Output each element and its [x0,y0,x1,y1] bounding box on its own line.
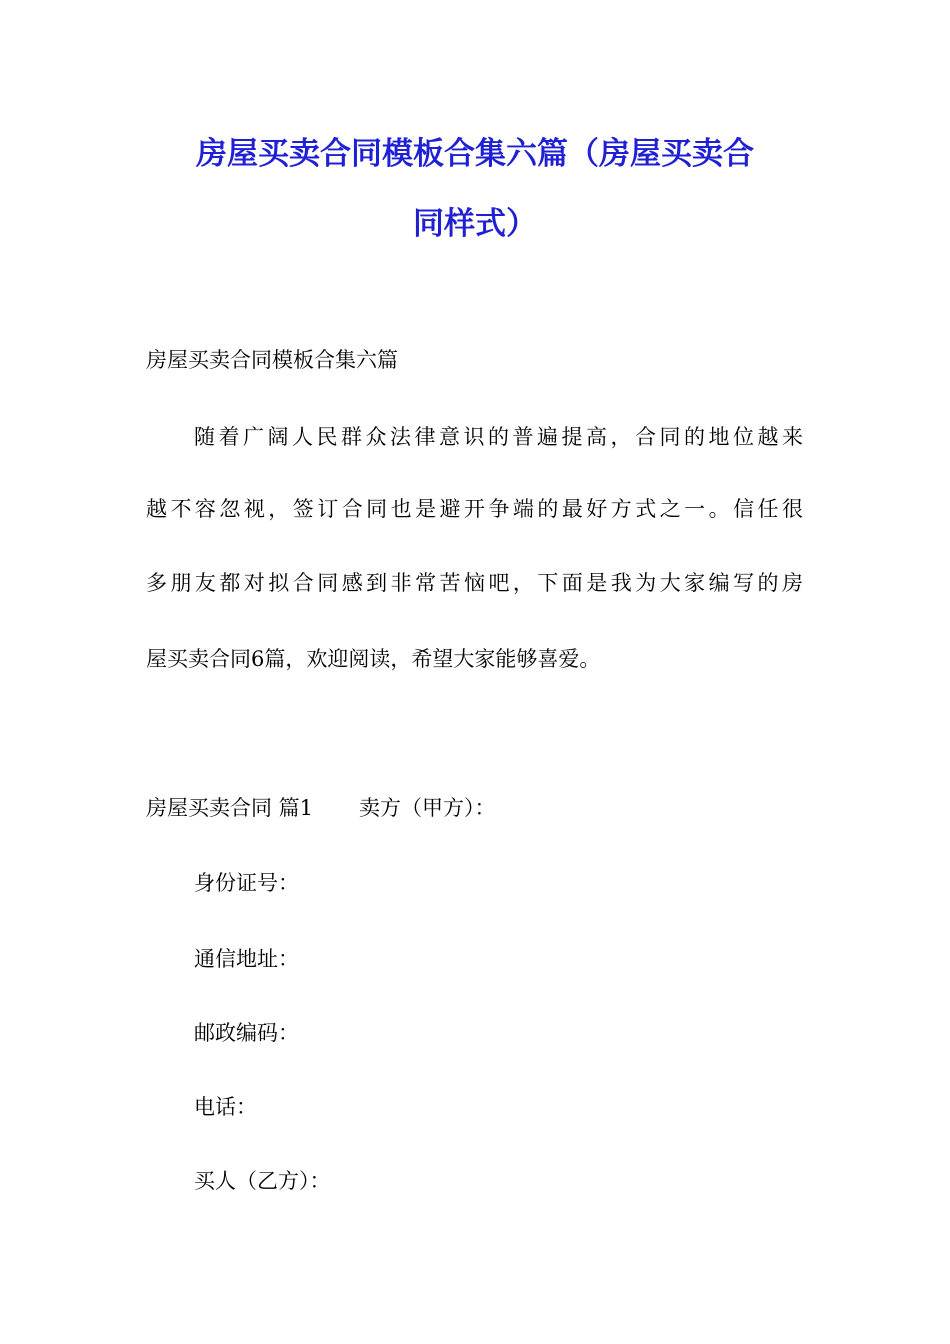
intro-line-3: 多朋友都对拟合同感到非常苦恼吧，下面是我为大家编写的房 [146,571,803,595]
field-postcode: 邮政编码： [194,1021,299,1045]
intro-line-1: 随着广阔人民群众法律意识的普遍提高，合同的地位越来 [194,425,803,449]
section-heading: 房屋买卖合同 篇1 [146,796,314,820]
intro-line-4: 屋买卖合同6篇，欢迎阅读，希望大家能够喜爱。 [146,647,601,671]
document-title-line-2: 同样式） [413,206,537,242]
field-address: 通信地址： [194,947,299,971]
seller-label: 卖方（甲方）： [359,796,496,820]
field-buyer: 买人（乙方）： [194,1169,331,1193]
field-phone: 电话： [194,1095,257,1119]
subtitle: 房屋买卖合同模板合集六篇 [146,348,398,372]
field-id-number: 身份证号： [194,871,299,895]
document-title-line-1: 房屋买卖合同模板合集六篇（房屋买卖合 [196,136,754,172]
intro-line-2: 越不容忽视，签订合同也是避开争端的最好方式之一。信任很 [146,497,803,521]
section-heading-row [146,795,496,821]
